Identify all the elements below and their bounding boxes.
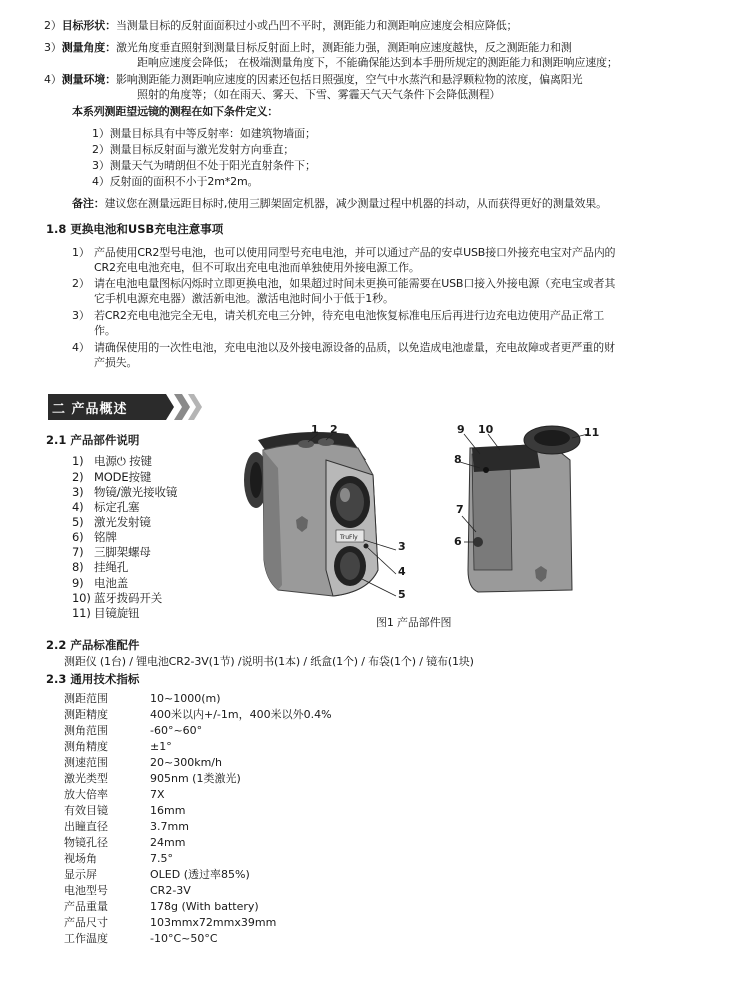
condition-3: 3）测量天气为晴朗但不处于阳光直射条件下； bbox=[92, 159, 316, 172]
spec-row: 测角范围 -60°~60° bbox=[64, 724, 203, 737]
battery-item-4: 4） 请确保使用的一次性电池，充电电池以及外接电源设备的品质，以免造成电池虚量，充电故障或者更严重的财 bbox=[72, 341, 615, 354]
condition-2: 2）测量目标反射面与激光发射方向垂直； bbox=[92, 143, 295, 156]
spec-row: 物镜孔径 24mm bbox=[64, 836, 186, 849]
spec-row: 出瞳直径 3.7mm bbox=[64, 820, 189, 833]
spec-row: 产品尺寸 103mmx72mmx39mm bbox=[64, 916, 277, 929]
spec-row: 激光类型 905nm (1类激光) bbox=[64, 772, 241, 785]
part-10: 10) 蓝牙拨码开关 bbox=[72, 591, 163, 605]
part-2: 2) MODE按键 bbox=[72, 470, 152, 484]
part-3: 3) 物镜/激光接收镜 bbox=[72, 485, 178, 499]
section-1-8-title: 1.8 更换电池和USB充电注意事项 bbox=[46, 222, 224, 236]
callout-9: 9 bbox=[457, 423, 465, 436]
part-8: 8) 挂绳孔 bbox=[72, 560, 129, 574]
battery-item-3-cont: 作。 bbox=[94, 324, 116, 337]
item-measure-angle-cont: 距响应速度会降低； 在极端测量角度下，不能确保能达到本手册所规定的测距能力和测距响应速度； bbox=[137, 56, 618, 69]
section-2-1-title: 2.1 产品部件说明 bbox=[46, 433, 140, 447]
callout-2: 2 bbox=[330, 423, 338, 436]
battery-item-2: 2） 请在电池电量图标闪烁时立即更换电池，如果超过时间未更换可能需要在USB口接入外接电源（充电宝或者其 bbox=[72, 277, 616, 290]
callout-4: 4 bbox=[398, 565, 406, 578]
battery-item-1-cont: CR2充电电池充电，但不可取出充电电池而单独使用外接电源工作。 bbox=[94, 261, 420, 274]
callout-5: 5 bbox=[398, 588, 406, 601]
item-measure-angle: 3）测量角度：激光角度垂直照射到测量目标反射面上时，测距能力强，测距响应速度越快，反之测距能力和测 bbox=[44, 41, 572, 54]
item-target-shape: 2）目标形状：当测量目标的反射面面积过小或凸凹不平时，测距能力和测距响应速度会相应降低； bbox=[44, 19, 518, 32]
callout-1: 1 bbox=[311, 423, 319, 436]
battery-item-2-cont: 它手机电源充电器）激活新电池。激活电池时间小于低于1秒。 bbox=[94, 292, 394, 305]
figure-caption: 图1 产品部件图 bbox=[376, 616, 452, 629]
callout-10: 10 bbox=[478, 423, 494, 436]
part-5: 5) 激光发射镜 bbox=[72, 515, 151, 529]
battery-item-3: 3） 若CR2充电电池完全无电，请关机充电三分钟，待充电电池恢复标准电压后再进行边充电边使用产品正常工 bbox=[72, 309, 605, 322]
condition-1: 1）测量目标具有中等反射率：如建筑物墙面； bbox=[92, 127, 316, 140]
section-2-3-title: 2.3 通用技术指标 bbox=[46, 672, 140, 686]
callout-7: 7 bbox=[456, 503, 464, 516]
device-back-illustration bbox=[450, 420, 600, 600]
chapter-banner-title: 二 产品概述 bbox=[52, 402, 128, 417]
battery-item-4-cont: 产损失。 bbox=[94, 356, 138, 369]
part-4: 4) 标定孔塞 bbox=[72, 500, 140, 514]
spec-row: 工作温度 -10°C~50°C bbox=[64, 932, 218, 945]
range-definition-title: 本系列测距望远镜的测程在如下条件定义： bbox=[72, 105, 279, 118]
callout-8: 8 bbox=[454, 453, 462, 466]
condition-4: 4）反射面的面积不小于2m*2m。 bbox=[92, 175, 259, 188]
accessories-list: 测距仪 (1台) / 锂电池CR2-3V(1节) /说明书(1本) / 纸盒(1个) / 布袋(1个) / 镜布(1块) bbox=[64, 655, 474, 668]
part-7: 7) 三脚架螺母 bbox=[72, 545, 151, 559]
callout-6: 6 bbox=[454, 535, 462, 548]
callout-3: 3 bbox=[398, 540, 406, 553]
part-9: 9) 电池盖 bbox=[72, 576, 129, 590]
spec-row: 测距范围 10~1000(m) bbox=[64, 692, 221, 705]
spec-row: 测距精度 400米以内+/-1m，400米以外0.4% bbox=[64, 708, 332, 721]
spec-row: 电池型号 CR2-3V bbox=[64, 884, 191, 897]
callout-11: 11 bbox=[584, 426, 600, 439]
section-2-2-title: 2.2 产品标准配件 bbox=[46, 638, 140, 652]
spec-row: 有效目镜 16mm bbox=[64, 804, 186, 817]
part-1: 1) 电源⏻ 按键 bbox=[72, 454, 152, 468]
spec-row: 产品重量 178g (With battery) bbox=[64, 900, 259, 913]
part-11: 11) 目镜旋钮 bbox=[72, 606, 140, 620]
spec-row: 测角精度 ±1° bbox=[64, 740, 172, 753]
item-measure-env: 4）测量环境：影响测距能力测距响应速度的因素还包括日照强度，空气中水蒸汽和悬浮颗粒物的浓度，偏离阳光 bbox=[44, 73, 583, 86]
item-measure-env-cont: 照射的角度等；（如在雨天、雾天、下雪、雾霾天气天气条件下会降低测程） bbox=[137, 88, 501, 101]
spec-row: 显示屏 OLED (透过率85%) bbox=[64, 868, 250, 881]
device-front-illustration bbox=[238, 420, 413, 615]
spec-row: 测速范围 20~300km/h bbox=[64, 756, 222, 769]
battery-item-1: 1） 产品使用CR2型号电池，也可以使用同型号充电电池，并可以通过产品的安卓USB接口外接充电宝对产品内的 bbox=[72, 246, 616, 259]
device-brand-label: TruFly bbox=[340, 534, 358, 541]
spec-row: 放大倍率 7X bbox=[64, 788, 165, 801]
note: 备注：建议您在测量远距目标时,使用三脚架固定机器，减少测量过程中机器的抖动，从而获得更好的测量效果。 bbox=[72, 197, 608, 210]
spec-row: 视场角 7.5° bbox=[64, 852, 173, 865]
part-6: 6) 铭牌 bbox=[72, 530, 117, 544]
